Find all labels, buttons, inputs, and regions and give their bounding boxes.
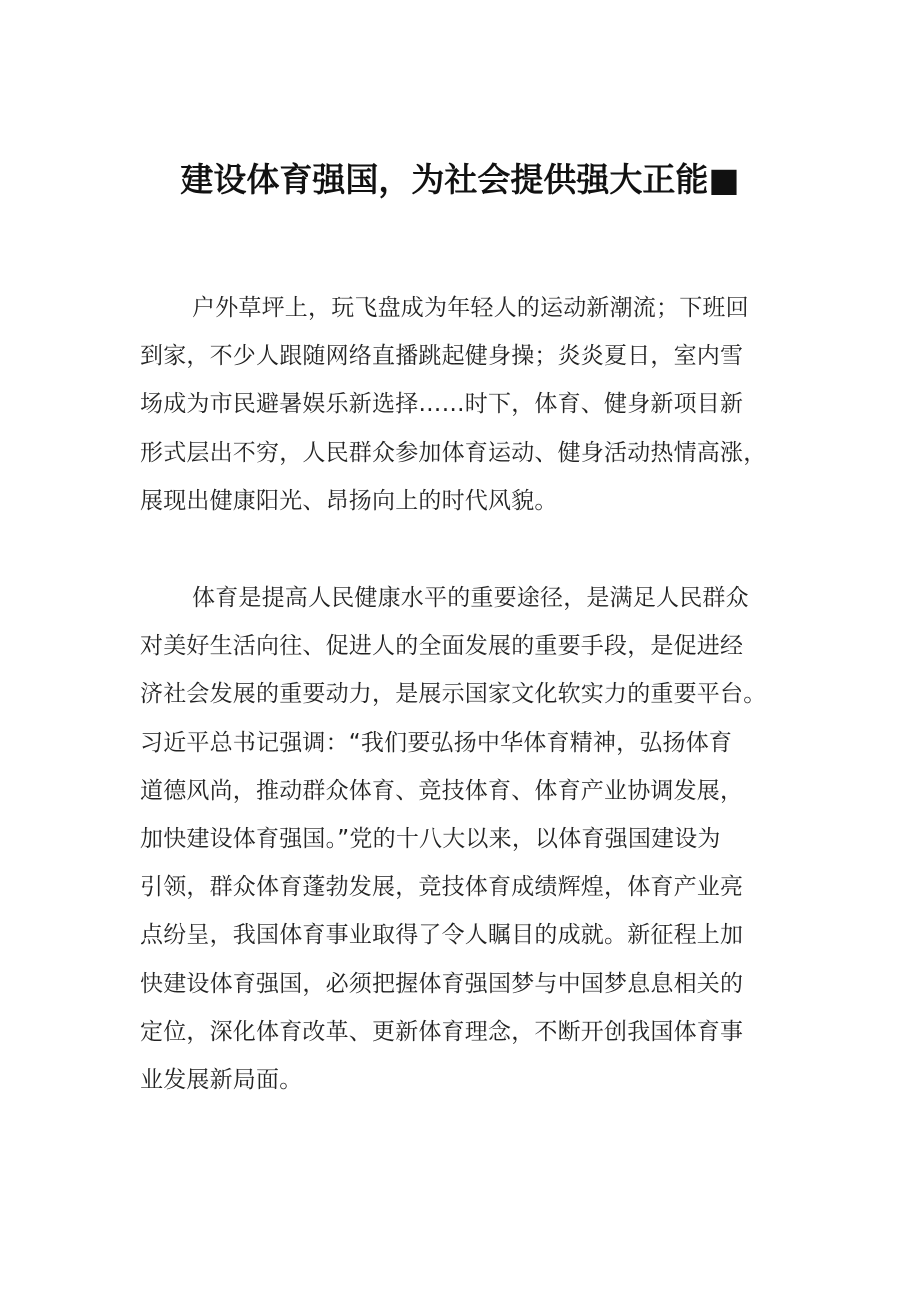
paragraph-line: 道德风尚，推动群众体育、竞技体育、体育产业协调发展， bbox=[140, 777, 744, 804]
paragraph-line: 形式层出不穷，人民群众参加体育运动、健身活动热情高涨， bbox=[140, 439, 767, 466]
paragraph-2 bbox=[140, 574, 800, 1104]
paragraph-line: 对美好生活向往、促进人的全面发展的重要手段，是促进经 bbox=[140, 633, 744, 660]
paragraph-line: 业发展新局面。 bbox=[140, 1066, 303, 1093]
document-title: 建设体育强国，为社会提供强大正能■ bbox=[180, 160, 740, 199]
paragraph-line: 场成为市民避暑娱乐新选择……时下，体育、健身新项目新 bbox=[140, 391, 744, 418]
paragraph-line: 快建设体育强国，必须把握体育强国梦与中国梦息息相关的 bbox=[140, 970, 744, 997]
paragraph-line: 引领，群众体育蓬勃发展，竞技体育成绩辉煌，体育产业亮 bbox=[140, 874, 744, 901]
paragraph-line: 户外草坪上，玩飞盘成为年轻人的运动新潮流；下班回 bbox=[192, 295, 749, 321]
paragraph-1 bbox=[140, 284, 800, 525]
paragraph-line: 加快建设体育强国。”党的十八大以来，以体育强国建设为 bbox=[140, 825, 721, 852]
paragraph-line: 点纷呈，我国体育事业取得了令人瞩目的成就。新征程上加 bbox=[140, 922, 744, 949]
paragraph-line: 到家，不少人跟随网络直播跳起健身操；炎炎夏日，室内雪 bbox=[140, 343, 744, 370]
paragraph-line: 定位，深化体育改革、更新体育理念，不断开创我国体育事 bbox=[140, 1018, 744, 1045]
paragraph-line: 习近平总书记强调：“我们要弘扬中华体育精神，弘扬体育 bbox=[140, 729, 733, 756]
paragraph-line: 体育是提高人民健康水平的重要途径，是满足人民群众 bbox=[192, 585, 749, 611]
paragraph-line: 展现出健康阳光、昂扬向上的时代风貌。 bbox=[140, 487, 558, 514]
paragraph-line: 济社会发展的重要动力，是展示国家文化软实力的重要平台。 bbox=[140, 681, 767, 708]
